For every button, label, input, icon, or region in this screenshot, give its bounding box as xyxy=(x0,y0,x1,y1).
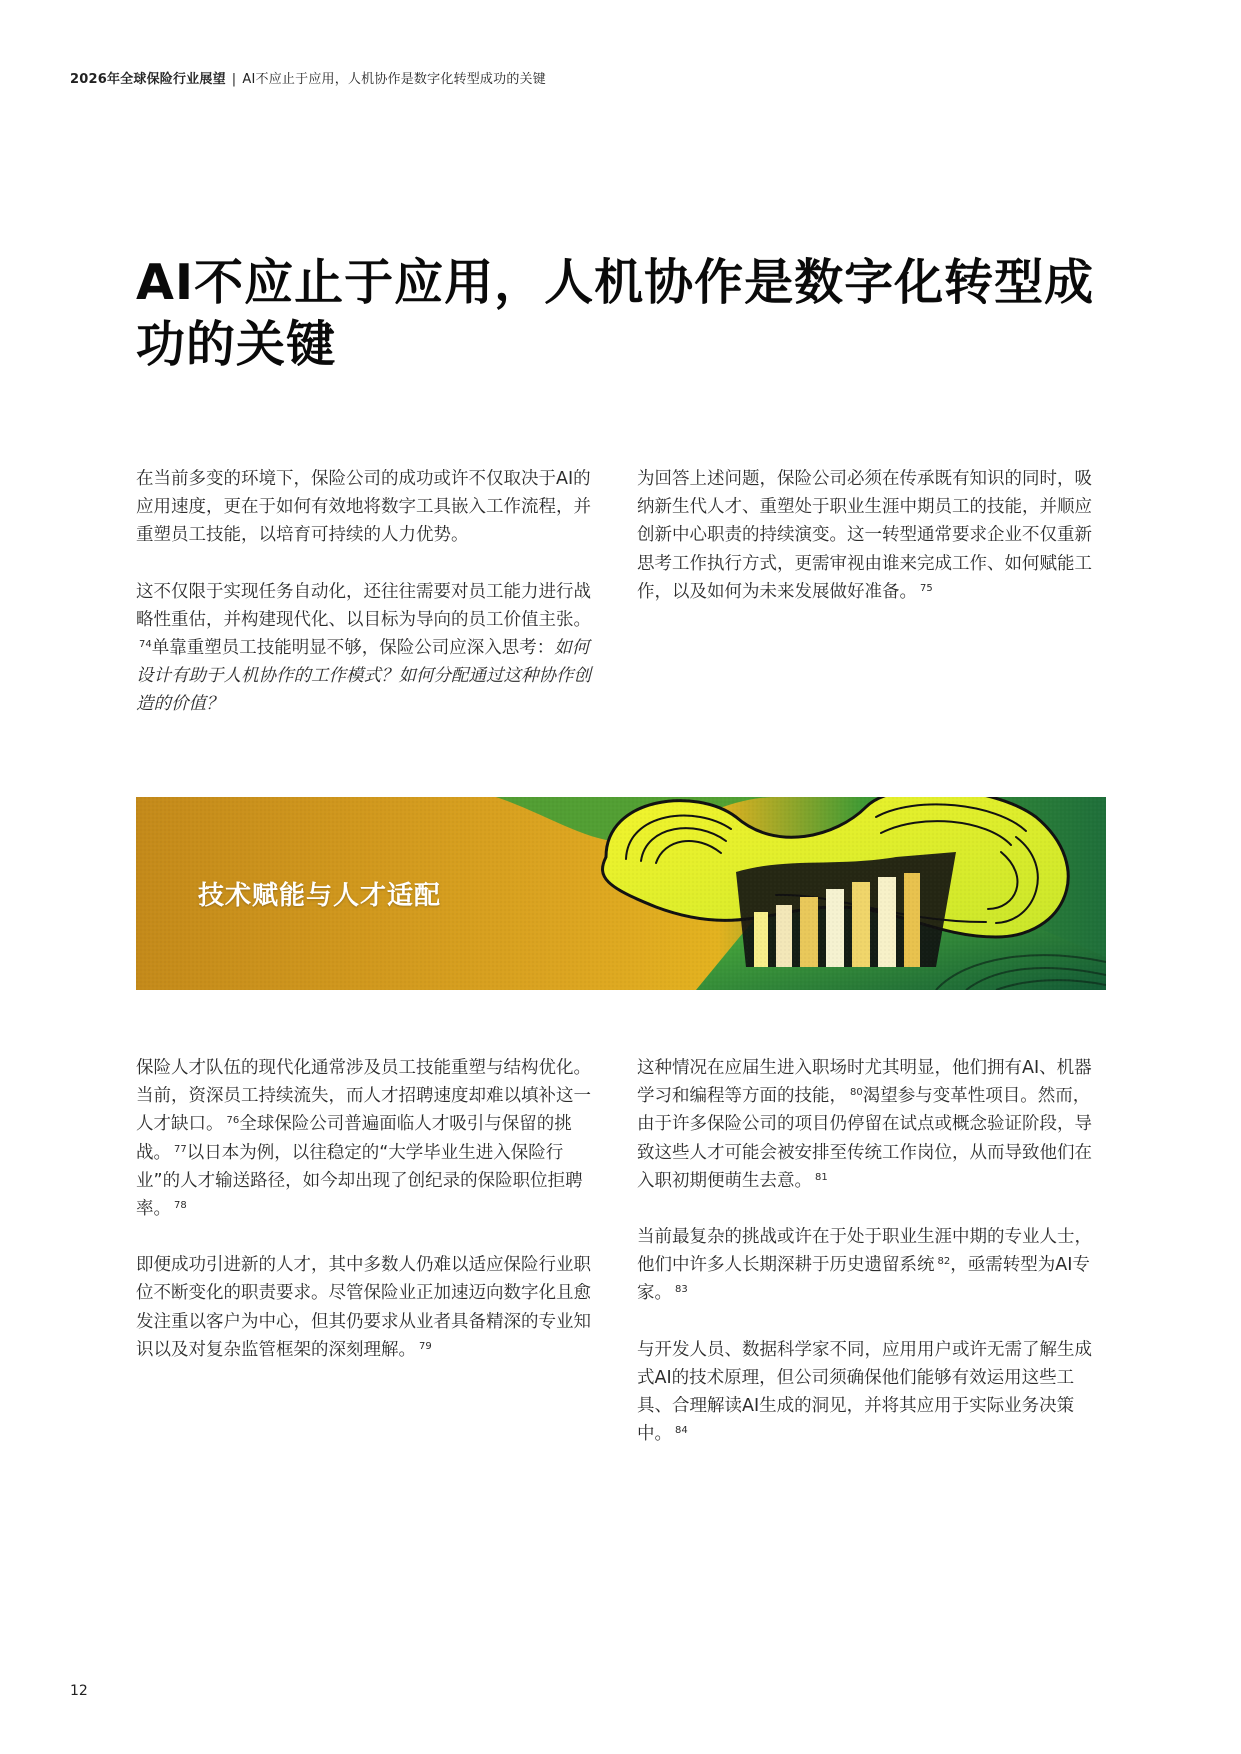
footnote-ref[interactable]: 74 xyxy=(139,639,152,651)
footnote-ref[interactable]: 79 xyxy=(419,1340,432,1352)
intro-paragraph-2: 这不仅限于实现任务自动化，还往往需要对员工能力进行战略性重估，并构建现代化、以目标为导向的员工价值主张。$^{74}$单靠重塑员工技能明显不够，保险公司应深入思考：如何设计有助于人机协作的工作模式？如何分配通过这种协作创造的价值？ xyxy=(136,581,591,715)
section-paragraph-4: 当前最复杂的挑战或许在于处于职业生涯中期的专业人士，他们中许多人长期深耕于历史遗留系统 $^{82}$，亟需转型为AI专家。 $^{83}$ xyxy=(637,1227,1092,1304)
footnote-ref[interactable]: 77 xyxy=(174,1143,187,1155)
footnote-ref[interactable]: 78 xyxy=(174,1200,187,1212)
page-title: AI不应止于应用，人机协作是数字化转型成功的关键 xyxy=(136,254,1095,373)
footnote-ref[interactable]: 81 xyxy=(815,1171,828,1183)
section-paragraph-2: 即便成功引进新的人才，其中多数人仍难以适应保险行业职位不断变化的职责要求。尽管保险业正加速迈向数字化且愈发注重以客户为中心，但其仍要求从业者具备精深的专业知识以及对复杂监管框架的深刻理解。 $^{79}$ xyxy=(136,1255,591,1360)
italic-question: 如何设计有助于人机协作的工作模式？如何分配通过这种协作创造的价值？ xyxy=(136,638,591,715)
page-number: 12 xyxy=(70,1683,88,1699)
section-left-column xyxy=(136,1054,606,1392)
section-right-column xyxy=(637,1054,1107,1476)
footnote-ref[interactable]: 82 xyxy=(937,1256,951,1268)
intro-left-column xyxy=(136,465,606,747)
footnote-ref[interactable]: 84 xyxy=(675,1425,688,1437)
intro-paragraph-1: 在当前多变的环境下，保险公司的成功或许不仅取决于AI的应用速度，更在于如何有效地将数字工具嵌入工作流程，并重塑员工技能，以培育可持续的人力优势。 xyxy=(136,469,591,546)
running-header xyxy=(70,68,546,87)
intro-paragraph-3: 为回答上述问题，保险公司必须在传承既有知识的同时，吸纳新生代人才、重塑处于职业生涯中期员工的技能，并顺应创新中心职责的持续演变。这一转型通常要求企业不仅重新思考工作执行方式，更需审视由谁来完成工作、如何赋能工作，以及如何为未来发展做好准备。 $^{75}$ xyxy=(637,469,1092,602)
report-title: 2026年全球保险行业展望 xyxy=(70,72,226,87)
section-title: AI不应止于应用，人机协作是数字化转型成功的关键 xyxy=(242,72,546,87)
section-paragraph-5: 与开发人员、数据科学家不同，应用用户或许无需了解生成式AI的技术原理，但公司须确保他们能够有效运用这些工具、合理解读AI生成的洞见，并将其应用于实际业务决策中。 $^{84}$ xyxy=(637,1339,1092,1445)
footnote-ref[interactable]: 76 xyxy=(226,1115,240,1127)
section-paragraph-3: 这种情况在应届生进入职场时尤其明显，他们拥有AI、机器学习和编程等方面的技能， $^{80}$渴望参与变革性项目。然而，由于许多保险公司的项目仍停留在试点或概念验证阶段，导致这些人才可能会被安排至传统工作岗位，从而导致他们在入职初期便萌生去意。 $^{81}$ xyxy=(637,1058,1092,1191)
intro-right-column xyxy=(637,465,1107,634)
footnote-ref[interactable]: 80 xyxy=(850,1087,863,1099)
section-banner xyxy=(136,797,1106,990)
header-separator: | xyxy=(231,72,237,87)
footnote-ref[interactable]: 75 xyxy=(920,582,933,594)
section-paragraph-1: 保险人才队伍的现代化通常涉及员工技能重塑与结构优化。当前，资深员工持续流失，而人才招聘速度却难以填补这一人才缺口。 $^{76}$全球保险公司普遍面临人才吸引与保留的挑战。 $^{77}$以日本为例，以往稳定的“大学毕业生进入保险行业”的人才输送路径，如今却出现了创纪录的保险职位拒聘率。 $^{78}$ xyxy=(136,1058,591,1220)
banner-title: 技术赋能与人才适配 xyxy=(198,881,442,911)
footnote-ref[interactable]: 83 xyxy=(675,1284,688,1296)
